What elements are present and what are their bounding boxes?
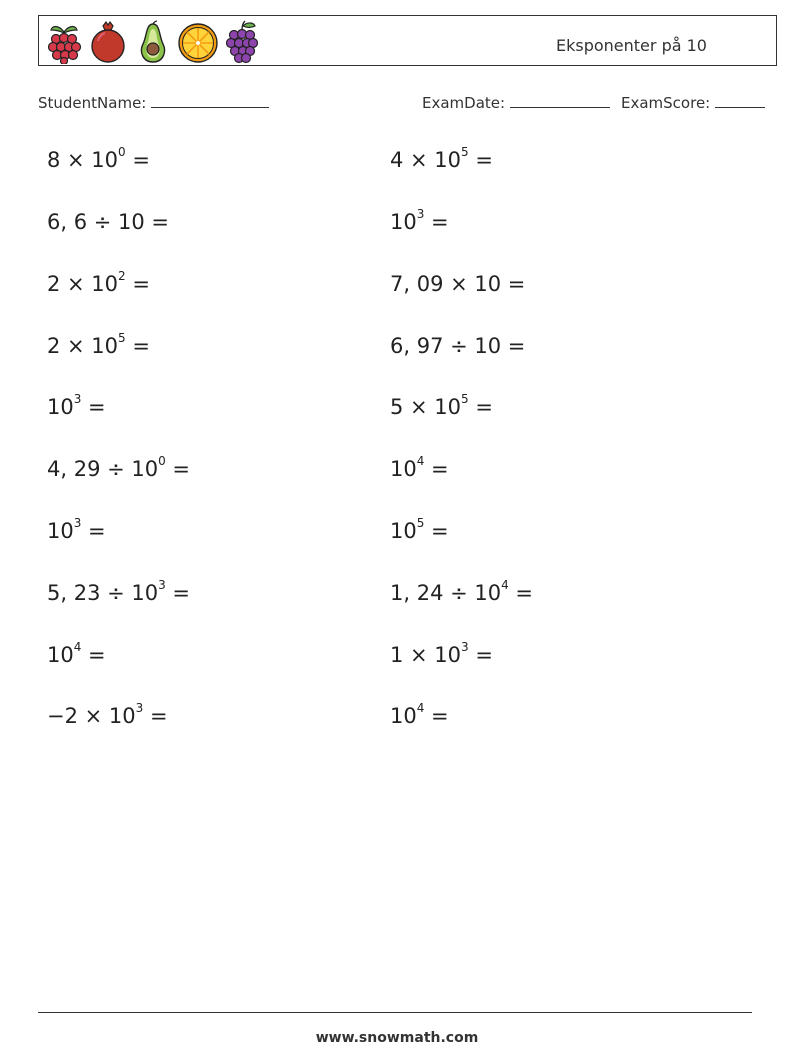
exam-date-label: ExamDate: <box>422 94 506 112</box>
problem-equals: = <box>125 334 150 358</box>
exam-score-label: ExamScore: <box>621 94 711 112</box>
problem-exponent: 5 <box>118 331 126 345</box>
problem-equals: = <box>424 457 449 481</box>
pomegranate-icon <box>87 20 129 64</box>
problem-expression: 5 × 10 <box>390 395 462 419</box>
problem-equals: = <box>165 457 191 481</box>
problem-exponent: 4 <box>416 454 425 468</box>
problem-exponent: 0 <box>118 145 126 159</box>
problem-expression: 10 <box>390 519 417 543</box>
problem-expression: 10 <box>47 519 74 543</box>
problem-expression: 10 <box>47 643 74 667</box>
problem-exponent: 4 <box>73 640 82 654</box>
problem-left-4 <box>47 331 150 358</box>
problem-exponent: 3 <box>416 207 425 221</box>
exam-date-field <box>422 93 610 112</box>
student-name-blank[interactable] <box>151 93 269 108</box>
problem-expression: −2 × 10 <box>47 704 136 728</box>
footer-url: www.snowmath.com <box>315 1030 479 1046</box>
problem-right-3 <box>390 272 525 296</box>
problem-exponent: 3 <box>461 640 469 654</box>
problem-equals: = <box>143 704 168 728</box>
problem-left-7 <box>47 516 106 543</box>
problem-equals: = <box>468 148 493 172</box>
problem-equals: = <box>424 704 449 728</box>
orange-slice-icon <box>177 20 219 64</box>
footer-divider <box>38 1012 752 1013</box>
problem-expression: 4 × 10 <box>390 148 462 172</box>
problem-expression: 4, 29 ÷ 10 <box>47 457 159 481</box>
problem-expression: 10 <box>47 395 74 419</box>
problem-exponent: 3 <box>73 392 82 406</box>
problem-left-10 <box>47 701 168 728</box>
problem-right-5 <box>390 392 493 419</box>
problem-exponent: 5 <box>461 145 469 159</box>
problem-equals: = <box>81 395 106 419</box>
problem-expression: 5, 23 ÷ 10 <box>47 581 159 605</box>
problem-right-9 <box>390 640 493 667</box>
problem-right-7 <box>390 516 449 543</box>
problem-expression: 10 <box>390 704 417 728</box>
problem-left-6 <box>47 454 191 481</box>
problem-expression: 6, 6 ÷ 10 = <box>47 210 170 234</box>
problem-equals: = <box>424 210 449 234</box>
problem-equals: = <box>165 581 191 605</box>
problem-exponent: 0 <box>158 454 166 468</box>
exam-score-blank[interactable] <box>715 93 765 108</box>
worksheet-title: Eksponenter på 10 <box>556 36 707 55</box>
problem-expression: 6, 97 ÷ 10 = <box>390 334 526 358</box>
problem-expression: 2 × 10 <box>47 334 119 358</box>
problem-exponent: 5 <box>461 392 469 406</box>
problem-exponent: 3 <box>73 516 82 530</box>
problem-equals: = <box>468 395 493 419</box>
problem-equals: = <box>424 519 449 543</box>
problem-right-10 <box>390 701 449 728</box>
problem-exponent: 3 <box>135 701 144 715</box>
worksheet-header <box>38 15 777 66</box>
problem-right-2 <box>390 207 449 234</box>
problem-right-8 <box>390 578 534 605</box>
exam-score-field <box>621 93 765 112</box>
student-name-field <box>38 93 269 112</box>
problem-equals: = <box>125 148 150 172</box>
problem-left-2 <box>47 210 169 234</box>
problem-expression: 2 × 10 <box>47 272 119 296</box>
problem-right-1 <box>390 145 493 172</box>
problem-left-5 <box>47 392 106 419</box>
problem-expression: 1 × 10 <box>390 643 462 667</box>
problem-equals: = <box>81 519 106 543</box>
problem-expression: 8 × 10 <box>47 148 119 172</box>
problem-expression: 1, 24 ÷ 10 <box>390 581 502 605</box>
problem-left-8 <box>47 578 191 605</box>
problem-exponent: 2 <box>118 269 126 283</box>
raspberry-icon <box>43 20 85 64</box>
student-name-label: StudentName: <box>38 94 147 112</box>
problem-equals: = <box>81 643 106 667</box>
problem-exponent: 5 <box>416 516 425 530</box>
avocado-icon <box>132 20 174 64</box>
problem-equals: = <box>508 581 534 605</box>
problem-expression: 7, 09 × 10 = <box>390 272 526 296</box>
problem-exponent: 3 <box>158 578 166 592</box>
problem-expression: 10 <box>390 457 417 481</box>
grapes-icon <box>221 20 263 64</box>
problem-exponent: 4 <box>416 701 425 715</box>
problem-left-1 <box>47 145 150 172</box>
problem-exponent: 4 <box>501 578 509 592</box>
problem-left-3 <box>47 269 150 296</box>
problem-expression: 10 <box>390 210 417 234</box>
problem-right-4 <box>390 334 525 358</box>
problem-equals: = <box>468 643 493 667</box>
problem-right-6 <box>390 454 449 481</box>
problem-equals: = <box>125 272 150 296</box>
problem-left-9 <box>47 640 106 667</box>
exam-date-blank[interactable] <box>510 93 610 108</box>
